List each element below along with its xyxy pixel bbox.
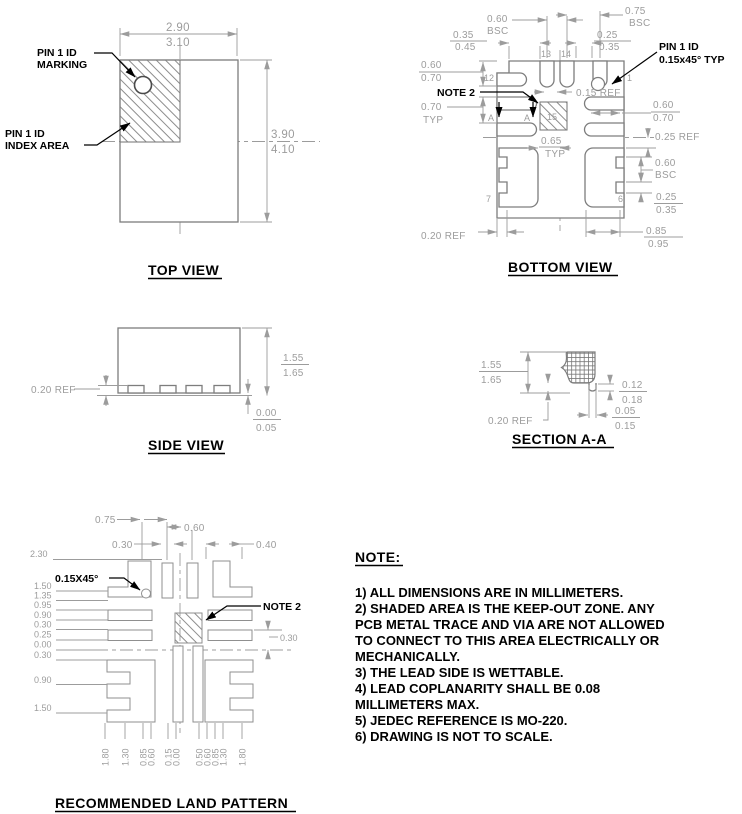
note-line-7: 4) LEAD COPLANARITY SHALL BE 0.08 xyxy=(355,681,601,696)
pin1-id-label-1: PIN 1 ID xyxy=(659,41,699,53)
land-pad-right-1 xyxy=(208,610,252,621)
note-line-2: 2) SHADED AREA IS THE KEEP-OUT ZONE. ANY xyxy=(355,601,655,616)
pad-right-2 xyxy=(585,123,625,136)
land-left-dim-8: 0.30 xyxy=(34,650,52,660)
note-line-5: MECHANICALLY. xyxy=(355,649,460,664)
dim-t-max: 0.18 xyxy=(622,395,643,406)
dim-l2-ref: TYP xyxy=(423,115,444,126)
section-label-a1: A xyxy=(488,113,495,123)
pin14-number: 14 xyxy=(561,49,572,59)
land-left-dim-2: 1.35 xyxy=(34,590,52,601)
dim-top-pitch2-ref: BSC xyxy=(629,18,651,29)
dim-r1-max: 0.70 xyxy=(653,113,674,124)
land-left-dim-10: 1.50 xyxy=(34,703,52,713)
dim-t-min: 0.12 xyxy=(622,380,643,391)
land-pattern-dimensions xyxy=(30,515,298,766)
dim-r3-max: 0.35 xyxy=(656,205,677,216)
land-bottom-dim-3: 0.60 xyxy=(146,748,157,766)
pin1-id-label-2: 0.15x45° TYP xyxy=(659,54,725,66)
dim-top-pitch2: 0.75 xyxy=(625,6,646,17)
section-label-a2: A xyxy=(524,113,531,123)
dim-pitch-c: 0.65 xyxy=(541,136,562,147)
land-dim-030: 0.30 xyxy=(112,540,133,551)
top-view-title: TOP VIEW xyxy=(148,262,220,278)
dim-height-min: 3.90 xyxy=(271,129,295,141)
land-chamfer-circle xyxy=(142,589,151,598)
pin6-number: 6 xyxy=(618,194,624,204)
dim-pitch-c-ref: TYP xyxy=(545,149,566,160)
pad-13 xyxy=(540,61,554,87)
land-pad-comb-left xyxy=(107,660,155,722)
side-view-lead-2 xyxy=(160,386,176,394)
pin1-number: 1 xyxy=(627,73,633,83)
side-view-lead-4 xyxy=(214,386,230,394)
dim-standoff-min: 0.00 xyxy=(256,408,277,419)
dim-020-ref: 0.20 REF xyxy=(421,231,466,242)
dim-top-pitch-ref: BSC xyxy=(487,26,509,37)
pin13-number: 13 xyxy=(541,49,552,59)
land-bottom-dim-6: 0.50 xyxy=(194,748,205,766)
pin1-index-label-1: PIN 1 ID xyxy=(5,128,45,140)
pin1-index-callout xyxy=(5,123,130,152)
land-left-dim-9: 0.90 xyxy=(34,675,52,685)
land-bottom-dim-8: 0.85 xyxy=(210,748,221,766)
pin1-id-marking-circle xyxy=(135,77,152,94)
pad-14 xyxy=(560,61,574,87)
land-pad-comb-right xyxy=(205,660,253,722)
land-note2-label: NOTE 2 xyxy=(263,601,301,613)
dim-020-ref-side: 0.20 REF xyxy=(31,385,76,396)
land-bottom-dim-7: 0.60 xyxy=(202,748,213,766)
note-line-10: 6) DRAWING IS NOT TO SCALE. xyxy=(355,729,553,744)
dim-h-max-sec: 1.65 xyxy=(481,375,502,386)
dim-height-max: 4.10 xyxy=(271,144,295,156)
land-pad-left-2 xyxy=(108,630,152,641)
land-bottom-dim-1: 1.30 xyxy=(120,748,131,766)
land-bottom-dim-0: 1.80 xyxy=(100,748,111,766)
land-pad-left-1 xyxy=(108,610,152,621)
dim-h-min-sec: 1.55 xyxy=(481,360,502,371)
pad-left-2 xyxy=(497,123,537,136)
exposed-pad-7 xyxy=(499,148,538,207)
notes-block xyxy=(355,549,665,744)
section-aa-title: SECTION A-A xyxy=(512,431,607,447)
land-pad-strip-left xyxy=(173,646,183,722)
dim-f-min: 0.05 xyxy=(615,406,636,417)
land-pad-corner-right xyxy=(213,561,252,597)
land-dim-060: 0.60 xyxy=(184,523,205,534)
pin15-number: 15 xyxy=(547,112,558,122)
side-view-title: SIDE VIEW xyxy=(148,437,224,453)
dim-r1-min: 0.60 xyxy=(653,100,674,111)
dim-tr-min: 0.25 xyxy=(597,30,618,41)
pin1-marking-label-2: MARKING xyxy=(37,59,88,71)
dim-tl-min: 0.35 xyxy=(453,30,474,41)
land-bottom-dim-4: 0.15 xyxy=(163,748,174,766)
section-lead-cross-section xyxy=(562,352,596,383)
land-bottom-dim-5: 0.00 xyxy=(171,748,182,766)
notes-title: NOTE: xyxy=(355,549,401,565)
dim-top-pitch: 0.60 xyxy=(487,14,508,25)
dim-height-min-side: 1.55 xyxy=(283,353,304,364)
dim-tl-max: 0.45 xyxy=(455,42,476,53)
side-view xyxy=(31,328,309,454)
bottom-view xyxy=(419,6,725,276)
dim-r2: 0.60 xyxy=(655,158,676,169)
top-view-index-area-hatch xyxy=(120,60,180,142)
land-chamfer-label: 0.15X45° xyxy=(55,573,99,585)
dim-l1-min: 0.60 xyxy=(421,60,442,71)
land-pad-strip-right xyxy=(193,646,203,722)
dim-b-min: 0.85 xyxy=(646,226,667,237)
pin12-number: 12 xyxy=(484,73,495,83)
dim-l1-max: 0.70 xyxy=(421,73,442,84)
note-line-1: 1) ALL DIMENSIONS ARE IN MILLIMETERS. xyxy=(355,585,624,600)
dim-f-max: 0.15 xyxy=(615,421,636,432)
land-left-dim-5: 0.30 xyxy=(34,619,52,630)
note2-label: NOTE 2 xyxy=(437,87,475,99)
dim-height-max-side: 1.65 xyxy=(283,368,304,379)
land-left-dim-1: 1.50 xyxy=(34,581,52,591)
land-dim-040: 0.40 xyxy=(256,540,277,551)
dim-015-ref: 0.15 REF xyxy=(576,88,621,99)
dim-r2-ref: BSC xyxy=(655,170,677,181)
land-pattern-title: RECOMMENDED LAND PATTERN xyxy=(55,795,289,811)
land-bottom-dim-10: 1.80 xyxy=(237,748,248,766)
dim-width-max: 3.10 xyxy=(166,37,190,49)
top-view xyxy=(5,22,320,279)
land-pattern xyxy=(30,515,301,812)
land-left-dim-4: 0.90 xyxy=(34,610,52,620)
note-line-8: MILLIMETERS MAX. xyxy=(355,697,480,712)
land-left-dim-3: 0.95 xyxy=(34,600,52,610)
dim-l2: 0.70 xyxy=(421,102,442,113)
land-bottom-dim-2: 0.85 xyxy=(138,748,149,766)
land-pad-14 xyxy=(187,563,198,598)
dim-width-min: 2.90 xyxy=(166,22,190,34)
pin7-number: 7 xyxy=(486,194,492,204)
land-dim-075: 0.75 xyxy=(95,515,116,526)
pin1-marking-label-1: PIN 1 ID xyxy=(37,47,77,59)
land-dim-right: 0.30 xyxy=(280,633,298,643)
side-view-lead-1 xyxy=(128,386,144,394)
dim-standoff-max: 0.05 xyxy=(256,423,277,434)
pad-12 xyxy=(497,73,527,86)
section-aa xyxy=(479,352,647,448)
land-left-dim-7: 0.00 xyxy=(34,639,52,650)
dim-b-max: 0.95 xyxy=(648,239,669,250)
section-aa-dimensions xyxy=(479,352,647,432)
note-line-3: PCB METAL TRACE AND VIA ARE NOT ALLOWED xyxy=(355,617,665,632)
land-left-dim-6: 0.25 xyxy=(34,629,52,640)
dim-r3-min: 0.25 xyxy=(656,192,677,203)
land-keepout-zone xyxy=(175,613,202,643)
land-bottom-dim-9: 1.30 xyxy=(218,748,229,766)
note-line-4: TO CONNECT TO THIS AREA ELECTRICALLY OR xyxy=(355,633,660,648)
side-view-body xyxy=(118,328,240,393)
pin1-index-label-2: INDEX AREA xyxy=(5,140,70,152)
land-pad-13 xyxy=(162,563,173,598)
land-pad-right-2 xyxy=(208,630,252,641)
note-line-9: 5) JEDEC REFERENCE IS MO-220. xyxy=(355,713,568,728)
dim-tr-max: 0.35 xyxy=(599,42,620,53)
dim-020-ref-sec: 0.20 REF xyxy=(488,416,533,427)
note-line-6: 3) THE LEAD SIDE IS WETTABLE. xyxy=(355,665,564,680)
pad-left-1 xyxy=(497,97,536,110)
section-lead-foot xyxy=(589,383,596,391)
land-left-dim-0: 2.30 xyxy=(30,549,48,559)
bottom-view-title: BOTTOM VIEW xyxy=(508,259,613,275)
dim-025-ref: 0.25 REF xyxy=(655,132,700,143)
side-view-lead-3 xyxy=(186,386,202,394)
